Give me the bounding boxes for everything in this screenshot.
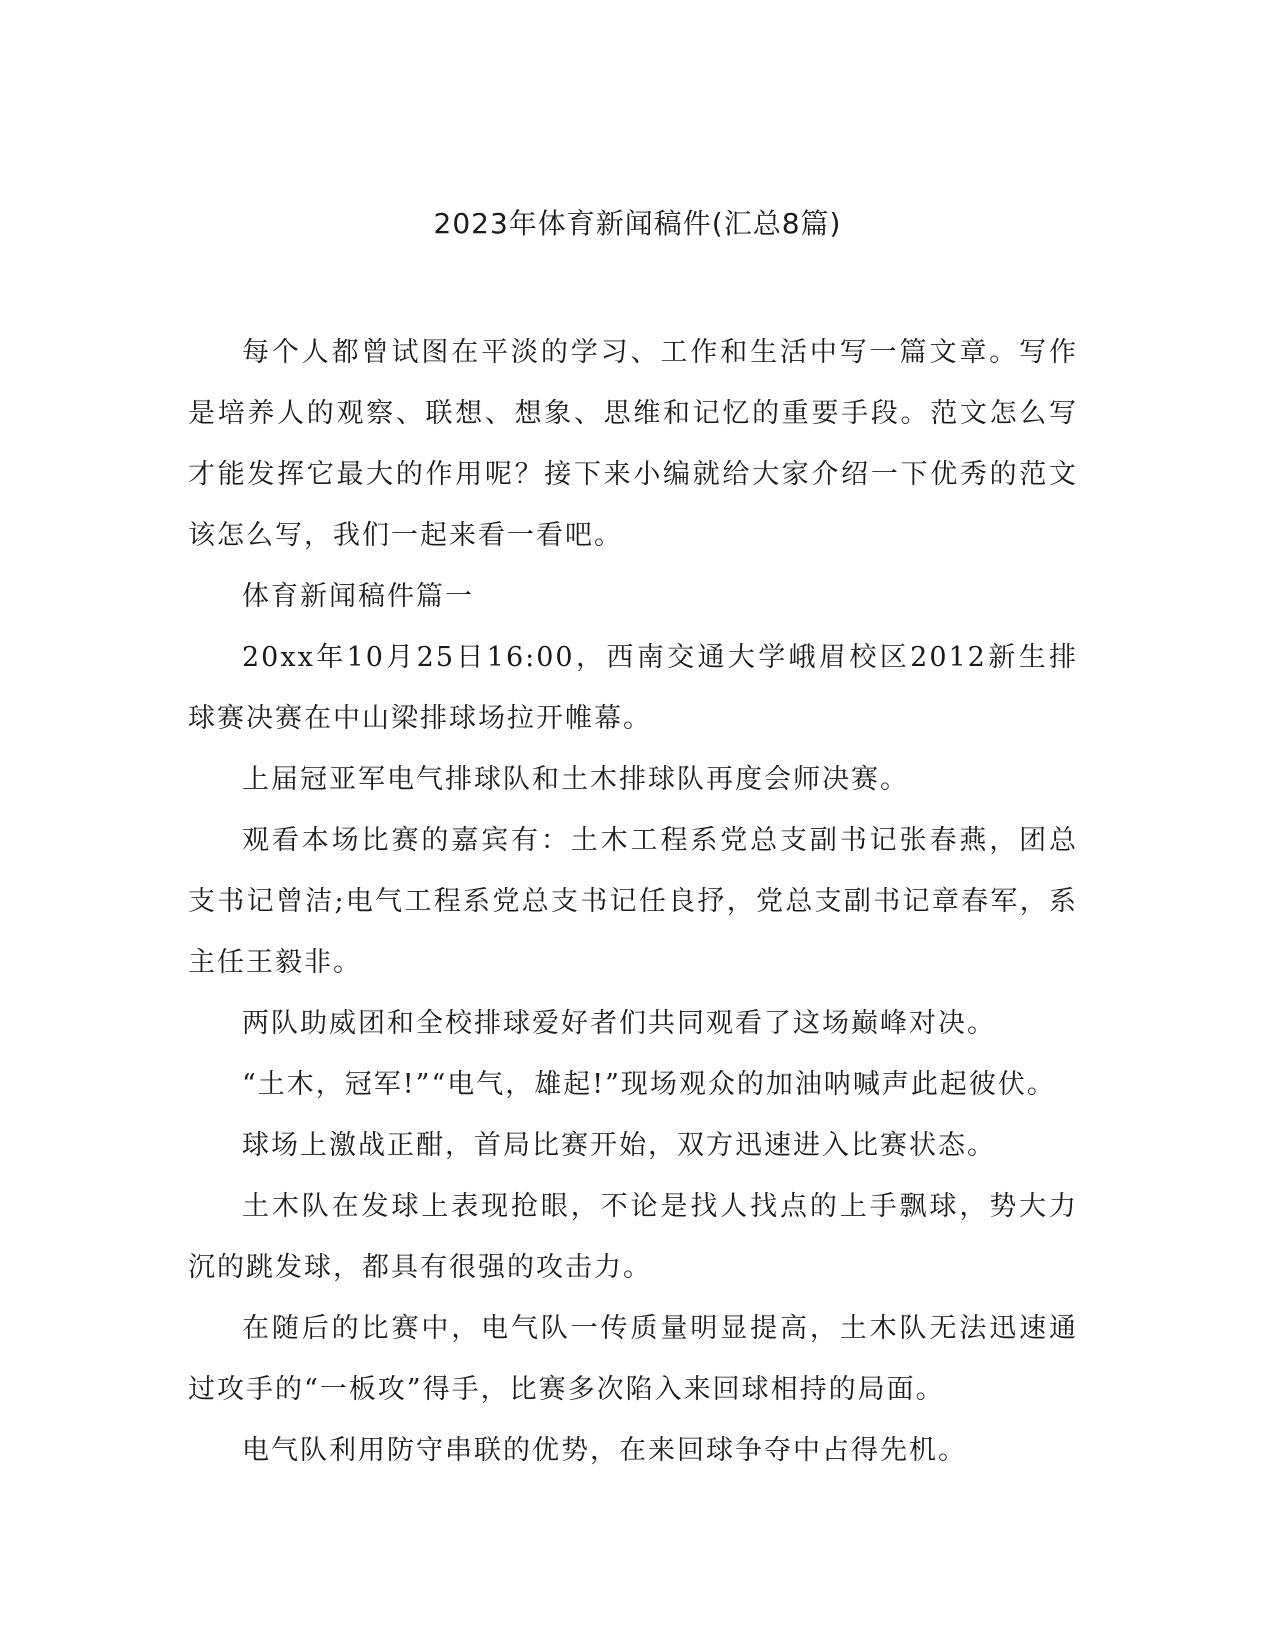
paragraph: 20xx年10月25日16:00，西南交通大学峨眉校区2012新生排球赛决赛在中山梁排球场拉开帷幕。 [188,642,1078,734]
paragraph-intro: 每个人都曾试图在平淡的学习、工作和生活中写一篇文章。写作是培养人的观察、联想、想象、思维和记忆的重要手段。范文怎么写才能发挥它最大的作用呢？接下来小编就给大家介绍一下优秀的范文该怎么写，我们一起来看一看吧。 [188,337,1078,551]
paragraph: “土木，冠军!”“电气，雄起!”现场观众的加油呐喊声此起彼伏。 [242,1069,1056,1100]
paragraph: 球场上激战正酣，首局比赛开始，双方迅速进入比赛状态。 [242,1130,996,1161]
document-title: 2023年体育新闻稿件(汇总8篇) [433,207,842,240]
section-heading: 体育新闻稿件篇一 [242,581,474,612]
document-body [188,322,1078,1481]
paragraph: 上届冠亚军电气排球队和土木排球队再度会师决赛。 [242,764,909,795]
paragraph: 两队助威团和全校排球爱好者们共同观看了这场巅峰对决。 [242,1008,996,1039]
paragraph: 在随后的比赛中，电气队一传质量明显提高，土木队无法迅速通过攻手的“一板攻”得手，比赛多次陷入来回球相持的局面。 [188,1313,1078,1405]
paragraph: 电气队利用防守串联的优势，在来回球争夺中占得先机。 [242,1435,967,1466]
paragraph: 土木队在发球上表现抢眼，不论是找人找点的上手飘球，势大力沉的跳发球，都具有很强的攻击力。 [188,1191,1078,1283]
paragraph: 观看本场比赛的嘉宾有：土木工程系党总支副书记张春燕，团总支书记曾洁;电气工程系党总支书记任良抒，党总支副书记章春军，系主任王毅非。 [188,825,1078,978]
